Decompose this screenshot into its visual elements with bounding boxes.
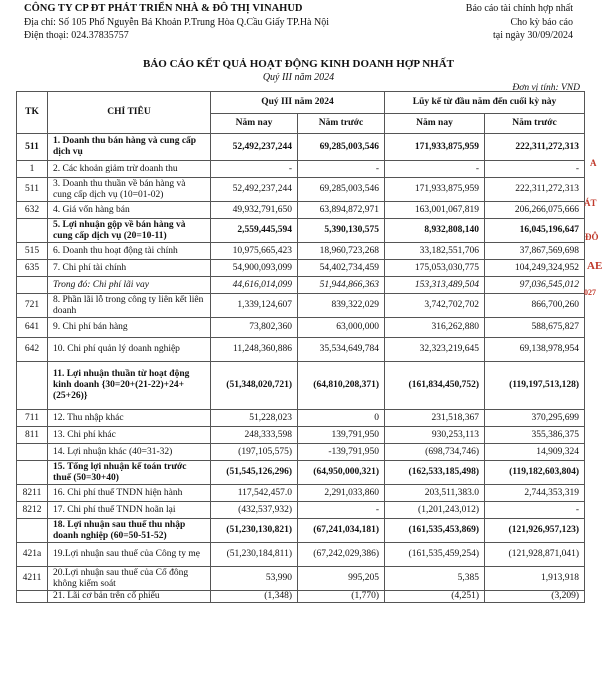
ytd-this-year-cell: (4,251) <box>385 591 485 603</box>
q3-last-year-cell: 63,000,000 <box>298 318 385 338</box>
account-code-cell <box>17 461 48 485</box>
account-code-cell: 635 <box>17 260 48 277</box>
account-code-cell: 711 <box>17 410 48 427</box>
ytd-last-year-cell: (121,928,871,041) <box>485 543 585 567</box>
item-label-cell: 9. Chi phí bán hàng <box>48 318 211 338</box>
account-code-cell: 511 <box>17 178 48 202</box>
col-ytd-this-year: Năm nay <box>385 114 485 134</box>
item-label-cell: 19.Lợi nhuận sau thuế của Công ty mẹ <box>48 543 211 567</box>
col-q3-last-year: Năm trước <box>298 114 385 134</box>
q3-this-year-cell: 52,492,237,244 <box>211 134 298 161</box>
ytd-last-year-cell: 1,913,918 <box>485 567 585 591</box>
item-label-cell: 13. Chi phí khác <box>48 427 211 444</box>
col-item-header: CHỈ TIÊU <box>48 92 211 134</box>
ytd-last-year-cell: 588,675,827 <box>485 318 585 338</box>
q3-last-year-cell: 139,791,950 <box>298 427 385 444</box>
ytd-this-year-cell: 930,253,113 <box>385 427 485 444</box>
table-row <box>17 543 585 567</box>
report-period: Cho kỳ báo cáo <box>510 17 573 28</box>
account-code-cell: 4211 <box>17 567 48 591</box>
q3-last-year-cell: 63,894,872,971 <box>298 202 385 219</box>
q3-this-year-cell: 49,932,791,650 <box>211 202 298 219</box>
ytd-last-year-cell: - <box>485 502 585 519</box>
table-row <box>17 260 585 277</box>
q3-this-year-cell: (51,348,020,721) <box>211 362 298 410</box>
ytd-last-year-cell: 2,744,353,319 <box>485 485 585 502</box>
ytd-this-year-cell: (1,201,243,012) <box>385 502 485 519</box>
account-code-cell: 721 <box>17 294 48 318</box>
table-row <box>17 161 585 178</box>
table-row <box>17 410 585 427</box>
col-ytd-header: Lũy kế từ đầu năm đến cuối kỳ này <box>385 92 585 114</box>
q3-last-year-cell: 2,291,033,860 <box>298 485 385 502</box>
ytd-this-year-cell: 8,932,808,140 <box>385 219 485 243</box>
ytd-last-year-cell: 222,311,272,313 <box>485 134 585 161</box>
q3-last-year-cell: (64,950,000,321) <box>298 461 385 485</box>
item-label-cell: 12. Thu nhập khác <box>48 410 211 427</box>
table-row <box>17 318 585 338</box>
ytd-last-year-cell: 97,036,545,012 <box>485 277 585 294</box>
q3-last-year-cell: (67,241,034,181) <box>298 519 385 543</box>
item-label-cell: 15. Tổng lợi nhuận kế toán trước thuế (50=30+40) <box>48 461 211 485</box>
q3-this-year-cell: 1,339,124,607 <box>211 294 298 318</box>
ytd-this-year-cell: (161,535,453,869) <box>385 519 485 543</box>
table-row <box>17 178 585 202</box>
table-row <box>17 277 585 294</box>
company-address: Địa chỉ: Số 105 Phố Nguyễn Bá Khoản P.Trung Hòa Q.Cầu Giấy TP.Hà Nội <box>24 17 329 28</box>
ytd-last-year-cell: 866,700,260 <box>485 294 585 318</box>
ytd-this-year-cell: 32,323,219,645 <box>385 338 485 362</box>
item-label-cell: 20.Lợi nhuận sau thuế của Cổ đông không kiểm soát <box>48 567 211 591</box>
company-seal-stamp: A ÁT ĐÔ AE 027 <box>584 158 602 297</box>
ytd-this-year-cell: 203,511,383.0 <box>385 485 485 502</box>
q3-last-year-cell: -139,791,950 <box>298 444 385 461</box>
table-row <box>17 591 585 603</box>
q3-last-year-cell: (67,242,029,386) <box>298 543 385 567</box>
item-label-cell: 11. Lợi nhuận thuần từ hoạt động kinh doanh {30=20+(21-22)+24+(25+26)} <box>48 362 211 410</box>
item-label-cell: 2. Các khoản giảm trừ doanh thu <box>48 161 211 178</box>
q3-this-year-cell: 10,975,665,423 <box>211 243 298 260</box>
report-header <box>0 0 597 48</box>
q3-this-year-cell: (51,230,130,821) <box>211 519 298 543</box>
ytd-this-year-cell: 33,182,551,706 <box>385 243 485 260</box>
account-code-cell <box>17 277 48 294</box>
report-title: BÁO CÁO KẾT QUẢ HOẠT ĐỘNG KINH DOANH HỢP NHẤT <box>143 58 454 70</box>
q3-last-year-cell: - <box>298 161 385 178</box>
ytd-this-year-cell: (161,834,450,752) <box>385 362 485 410</box>
item-label-cell: 1. Doanh thu bán hàng và cung cấp dịch vụ <box>48 134 211 161</box>
item-label-cell: 6. Doanh thu hoạt động tài chính <box>48 243 211 260</box>
q3-this-year-cell: 248,333,598 <box>211 427 298 444</box>
table-row <box>17 338 585 362</box>
q3-last-year-cell: 69,285,003,546 <box>298 178 385 202</box>
ytd-this-year-cell: (698,734,746) <box>385 444 485 461</box>
col-q3-header: Quý III năm 2024 <box>211 92 385 114</box>
q3-last-year-cell: (64,810,208,371) <box>298 362 385 410</box>
ytd-last-year-cell: (3,209) <box>485 591 585 603</box>
q3-last-year-cell: 839,322,029 <box>298 294 385 318</box>
q3-last-year-cell: 51,944,866,363 <box>298 277 385 294</box>
col-tk-header: TK <box>17 92 48 134</box>
company-name: CÔNG TY CP ĐT PHÁT TRIỂN NHÀ & ĐÔ THỊ VINAHUD <box>24 3 303 14</box>
q3-this-year-cell: 73,802,360 <box>211 318 298 338</box>
q3-last-year-cell: 5,390,130,575 <box>298 219 385 243</box>
q3-this-year-cell: (432,537,932) <box>211 502 298 519</box>
table-row <box>17 519 585 543</box>
q3-this-year-cell: 51,228,023 <box>211 410 298 427</box>
ytd-this-year-cell: (161,535,459,254) <box>385 543 485 567</box>
table-row <box>17 502 585 519</box>
q3-this-year-cell: 11,248,360,886 <box>211 338 298 362</box>
q3-this-year-cell: 44,616,014,099 <box>211 277 298 294</box>
q3-last-year-cell: 69,285,003,546 <box>298 134 385 161</box>
item-label-cell: 18. Lợi nhuận sau thuế thu nhập doanh nghiệp (60=50-51-52) <box>48 519 211 543</box>
q3-last-year-cell: (1,770) <box>298 591 385 603</box>
table-row <box>17 461 585 485</box>
account-code-cell: 511 <box>17 134 48 161</box>
table-row <box>17 427 585 444</box>
q3-this-year-cell: (1,348) <box>211 591 298 603</box>
ytd-this-year-cell: (162,533,185,498) <box>385 461 485 485</box>
ytd-this-year-cell: 316,262,880 <box>385 318 485 338</box>
account-code-cell: 8211 <box>17 485 48 502</box>
item-label-cell: 21. Lãi cơ bản trên cổ phiếu <box>48 591 211 603</box>
item-label-cell: Trong đó: Chi phí lãi vay <box>48 277 211 294</box>
account-code-cell: 641 <box>17 318 48 338</box>
item-label-cell: 16. Chi phí thuế TNDN hiện hành <box>48 485 211 502</box>
ytd-last-year-cell: 37,867,569,698 <box>485 243 585 260</box>
q3-this-year-cell: (51,230,184,811) <box>211 543 298 567</box>
report-type: Báo cáo tài chính hợp nhất <box>465 3 573 14</box>
q3-this-year-cell: (51,545,126,296) <box>211 461 298 485</box>
q3-last-year-cell: 0 <box>298 410 385 427</box>
q3-this-year-cell: - <box>211 161 298 178</box>
q3-this-year-cell: 53,990 <box>211 567 298 591</box>
company-phone: Điện thoại: 024.37835757 <box>24 30 129 41</box>
q3-this-year-cell: 2,559,445,594 <box>211 219 298 243</box>
item-label-cell: 8. Phần lãi lỗ trong công ty liên kết liên doanh <box>48 294 211 318</box>
ytd-last-year-cell: (121,926,957,123) <box>485 519 585 543</box>
q3-last-year-cell: 18,960,723,268 <box>298 243 385 260</box>
ytd-this-year-cell: 3,742,702,702 <box>385 294 485 318</box>
account-code-cell <box>17 362 48 410</box>
account-code-cell <box>17 219 48 243</box>
ytd-this-year-cell: 163,001,067,819 <box>385 202 485 219</box>
ytd-this-year-cell: 171,933,875,959 <box>385 134 485 161</box>
q3-this-year-cell: 52,492,237,244 <box>211 178 298 202</box>
ytd-last-year-cell: - <box>485 161 585 178</box>
report-subtitle: Quý III năm 2024 <box>262 72 335 83</box>
q3-last-year-cell: 35,534,649,784 <box>298 338 385 362</box>
table-row <box>17 444 585 461</box>
report-date: tại ngày 30/09/2024 <box>493 30 573 41</box>
q3-this-year-cell: 54,900,093,099 <box>211 260 298 277</box>
account-code-cell <box>17 591 48 603</box>
account-code-cell <box>17 519 48 543</box>
item-label-cell: 4. Giá vốn hàng bán <box>48 202 211 219</box>
item-label-cell: 10. Chi phí quản lý doanh nghiệp <box>48 338 211 362</box>
ytd-last-year-cell: 69,138,978,954 <box>485 338 585 362</box>
table-row <box>17 243 585 260</box>
ytd-this-year-cell: 171,933,875,959 <box>385 178 485 202</box>
item-label-cell: 14. Lợi nhuận khác (40=31-32) <box>48 444 211 461</box>
ytd-last-year-cell: 355,386,375 <box>485 427 585 444</box>
q3-last-year-cell: 995,205 <box>298 567 385 591</box>
income-statement-table <box>16 91 585 603</box>
ytd-last-year-cell: 104,249,324,952 <box>485 260 585 277</box>
account-code-cell <box>17 444 48 461</box>
account-code-cell: 1 <box>17 161 48 178</box>
ytd-last-year-cell: (119,197,513,128) <box>485 362 585 410</box>
ytd-last-year-cell: 16,045,196,647 <box>485 219 585 243</box>
account-code-cell: 421a <box>17 543 48 567</box>
q3-this-year-cell: (197,105,575) <box>211 444 298 461</box>
q3-this-year-cell: 117,542,457.0 <box>211 485 298 502</box>
item-label-cell: 7. Chi phí tài chính <box>48 260 211 277</box>
q3-last-year-cell: - <box>298 502 385 519</box>
table-row <box>17 485 585 502</box>
currency-unit: Đơn vị tính: VND <box>512 83 580 93</box>
account-code-cell: 515 <box>17 243 48 260</box>
table-row <box>17 219 585 243</box>
item-label-cell: 5. Lợi nhuận gộp về bán hàng và cung cấp dịch vụ (20=10-11) <box>48 219 211 243</box>
item-label-cell: 17. Chi phí thuế TNDN hoãn lại <box>48 502 211 519</box>
ytd-this-year-cell: 5,385 <box>385 567 485 591</box>
ytd-last-year-cell: 206,266,075,666 <box>485 202 585 219</box>
account-code-cell: 8212 <box>17 502 48 519</box>
ytd-this-year-cell: 153,313,489,504 <box>385 277 485 294</box>
q3-last-year-cell: 54,402,734,459 <box>298 260 385 277</box>
ytd-this-year-cell: - <box>385 161 485 178</box>
item-label-cell: 3. Doanh thu thuần về bán hàng và cung cấp dịch vụ (10=01-02) <box>48 178 211 202</box>
col-q3-this-year: Năm nay <box>211 114 298 134</box>
ytd-last-year-cell: 14,909,324 <box>485 444 585 461</box>
table-row <box>17 567 585 591</box>
account-code-cell: 632 <box>17 202 48 219</box>
table-row <box>17 362 585 410</box>
table-row <box>17 294 585 318</box>
account-code-cell: 642 <box>17 338 48 362</box>
col-ytd-last-year: Năm trước <box>485 114 585 134</box>
table-row <box>17 134 585 161</box>
ytd-last-year-cell: 370,295,699 <box>485 410 585 427</box>
ytd-last-year-cell: (119,182,603,804) <box>485 461 585 485</box>
ytd-last-year-cell: 222,311,272,313 <box>485 178 585 202</box>
ytd-this-year-cell: 175,053,030,775 <box>385 260 485 277</box>
account-code-cell: 811 <box>17 427 48 444</box>
table-row <box>17 202 585 219</box>
ytd-this-year-cell: 231,518,367 <box>385 410 485 427</box>
